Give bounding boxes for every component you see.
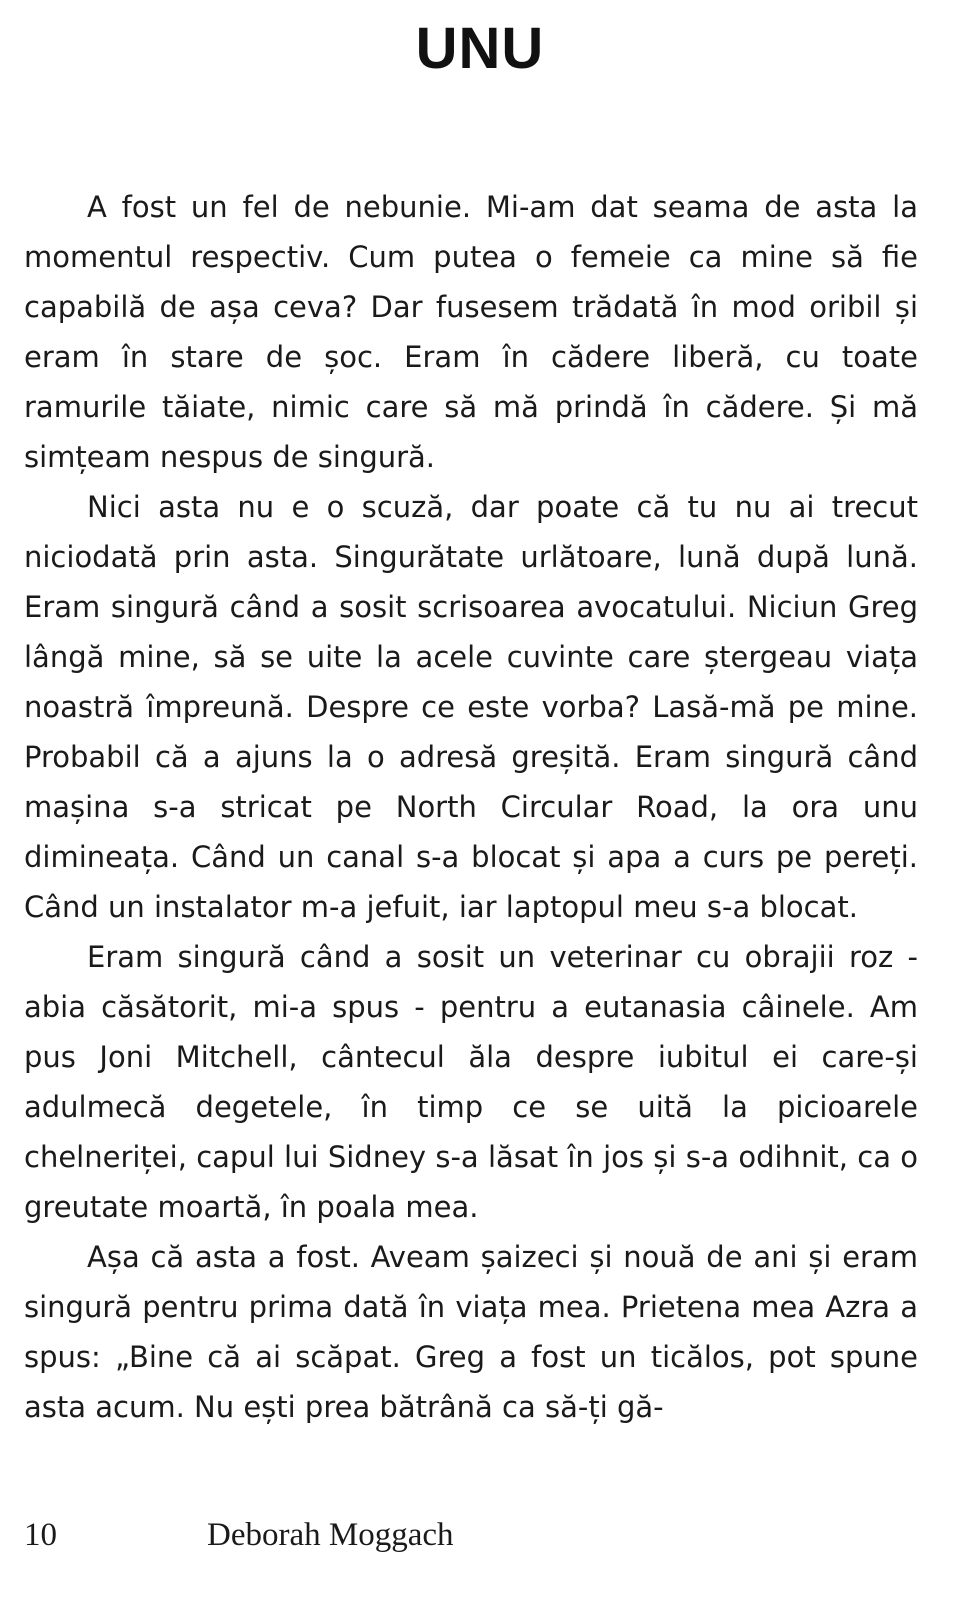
page-number: 10 bbox=[24, 1517, 57, 1553]
chapter-title: UNU bbox=[415, 16, 545, 81]
paragraph: Eram singură când a sosit un veterinar cu obrajii roz - abia căsătorit, mi-a spus - pentru a eutanasia câinele. Am pus Joni Mitchell, cântecul ăla despre iubitul ei care-și adulmecă degetele, în timp ce se uită la picioarele chelneriței, capul lui Sidney s-a lăsat în jos și s-a odihnit, ca o greutate moartă, în poala mea. bbox=[24, 940, 918, 1224]
chapter-body bbox=[24, 182, 918, 1432]
paragraph: Nici asta nu e o scuză, dar poate că tu nu ai trecut niciodată prin asta. Singurătate urlătoare, lună după lună. Eram singură când a sosit scrisoarea avocatului. Niciun Greg lângă mine, să se uite la acele cuvinte care ștergeau viața noastră împreună. Despre ce este vorba? Lasă-mă pe mine. Probabil că a ajuns la o adresă greșită. Eram singură când mașina s-a stricat pe North Circular Road, la ora unu dimineața. Când un canal s-a blocat și apa a curs pe pereți. Când un instalator m-a jefuit, iar laptopul meu s-a blocat. bbox=[24, 490, 918, 924]
running-header-author: Deborah Moggach bbox=[207, 1517, 454, 1553]
paragraph: A fost un fel de nebunie. Mi-am dat seama de asta la momentul respectiv. Cum putea o femeie ca mine să fie capabilă de așa ceva? Dar fusesem trădată în mod oribil și eram în stare de șoc. Eram în cădere liberă, cu toate ramurile tăiate, nimic care să mă prindă în cădere. Și mă simțeam nespus de singură. bbox=[24, 190, 918, 474]
paragraph: Așa că asta a fost. Aveam șaizeci și nouă de ani și eram singură pentru prima dată în viața mea. Prietena mea Azra a spus: „Bine că ai scăpat. Greg a fost un ticălos, pot spune asta acum. Nu ești prea bătrână ca să-ți gă- bbox=[24, 1240, 918, 1424]
